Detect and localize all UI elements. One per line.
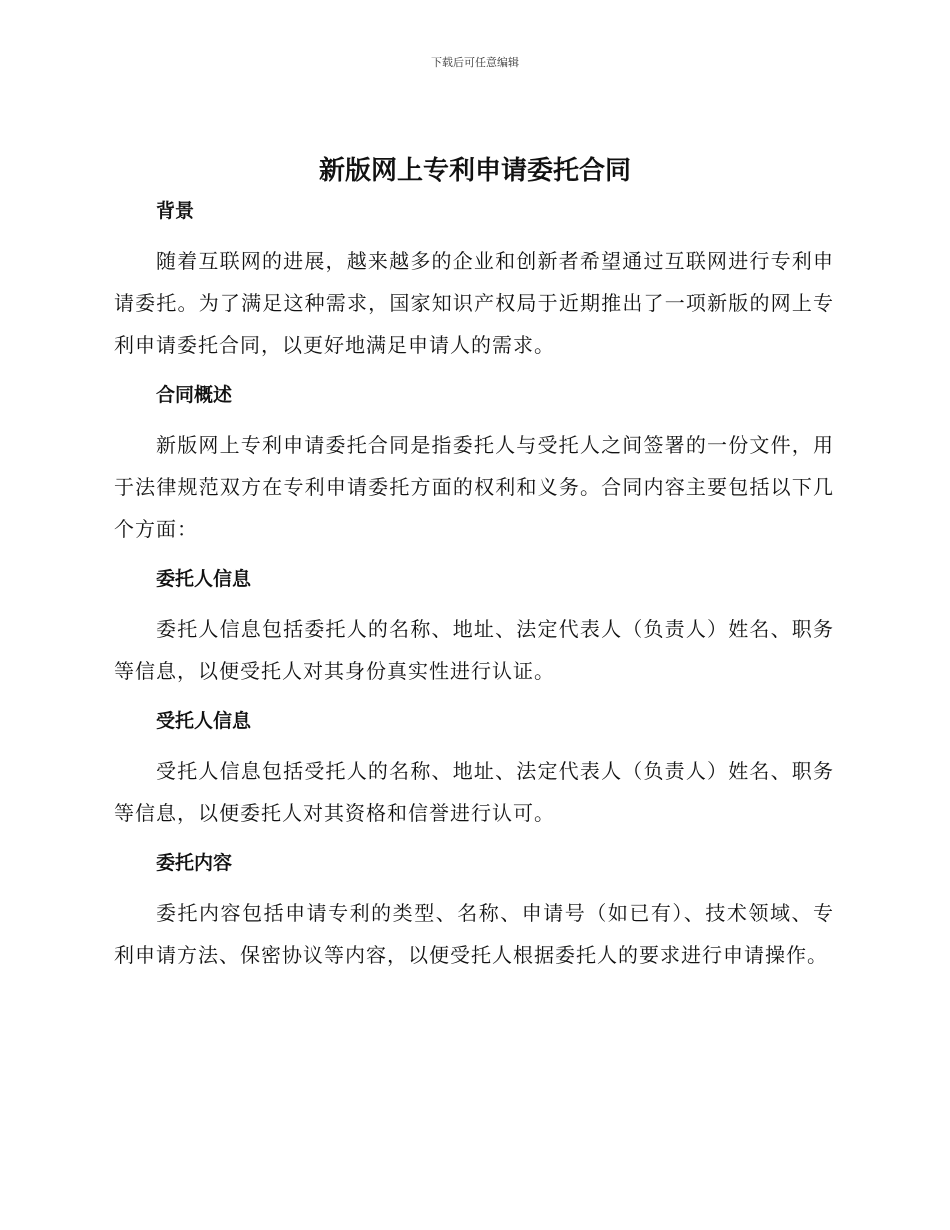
- section-contract-overview: [114, 380, 834, 550]
- section-agent-info: [114, 706, 834, 834]
- section-paragraph: 委托内容包括申请专利的类型、名称、申请号（如已有）、技术领域、专利申请方法、保密协议等内容，以便受托人根据委托人的要求进行申请操作。: [114, 901, 834, 967]
- section-principal-info: [114, 564, 834, 692]
- section-heading: 委托人信息: [156, 568, 252, 590]
- header-note: 下载后可任意编辑: [431, 56, 519, 69]
- section-background: [114, 196, 834, 366]
- document-title: 新版网上专利申请委托合同: [318, 156, 631, 186]
- section-paragraph: 新版网上专利申请委托合同是指委托人与受托人之间签署的一份文件，用于法律规范双方在专利申请委托方面的权利和义务。合同内容主要包括以下几个方面：: [114, 433, 834, 541]
- section-heading: 受托人信息: [156, 710, 252, 732]
- section-heading: 合同概述: [156, 384, 233, 406]
- section-paragraph: 受托人信息包括受托人的名称、地址、法定代表人（负责人）姓名、职务等信息，以便委托人对其资格和信誉进行认可。: [114, 759, 834, 825]
- section-heading: 背景: [156, 200, 195, 222]
- section-heading: 委托内容: [156, 852, 233, 874]
- section-entrustment-content: [114, 848, 834, 976]
- section-paragraph: 随着互联网的进展，越来越多的企业和创新者希望通过互联网进行专利申请委托。为了满足这种需求，国家知识产权局于近期推出了一项新版的网上专利申请委托合同，以更好地满足申请人的需求。: [114, 249, 834, 357]
- section-paragraph: 委托人信息包括委托人的名称、地址、法定代表人（负责人）姓名、职务等信息，以便受托人对其身份真实性进行认证。: [114, 617, 834, 683]
- document-body: [114, 196, 834, 990]
